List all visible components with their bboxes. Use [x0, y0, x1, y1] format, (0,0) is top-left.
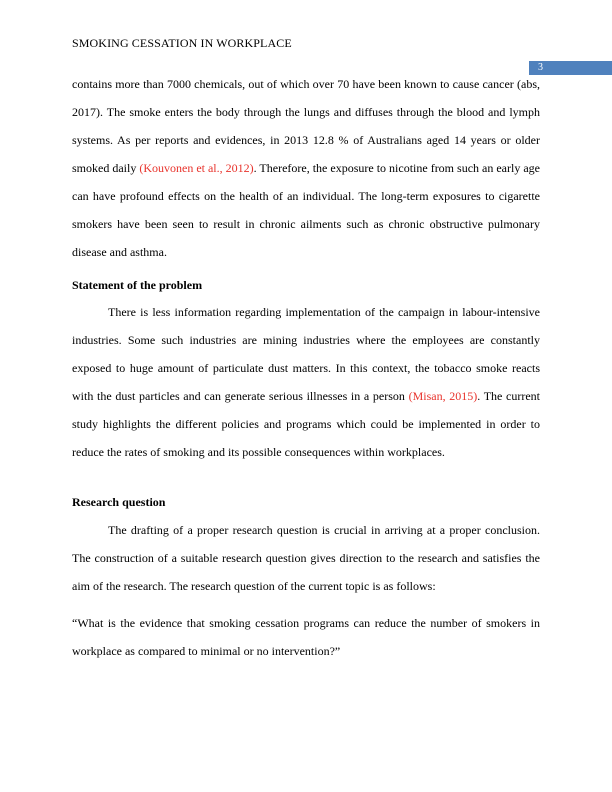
problem-text-1: There is less information regarding implementation of the campaign in labour-intensive industries. Some such industries are mining industries where the employees are constantly exposed to huge amount of particulate dust matters. In this context, the tobacco smoke reacts with the dust particles and can generate serious illnesses in a person	[72, 305, 540, 403]
intro-text-2: . Therefore, the exposure to nicotine from such an early age can have profound effects on the health of an individual. The long-term exposures to cigarette smokers have been seen to result in chronic ailments such as chronic obstructive pulmonary disease and asthma.	[72, 161, 540, 259]
problem-text-2: . The current study highlights the different policies and programs which could be implemented in order to reduce the rates of smoking and its possible consequences within workplaces.	[72, 389, 541, 459]
problem-paragraph	[72, 298, 540, 466]
intro-text-1: contains more than 7000 chemicals, out of which over 70 have been known to cause cancer (abs, 2017). The smoke enters the body through the lungs and diffuses through the blood and lymph systems. As per reports and evidences, in 2013 12.8 % of Australians aged 14 years or older smoked daily	[72, 77, 540, 175]
citation-kouvonen: (Kouvonen et al., 2012)	[139, 161, 254, 175]
problem-section	[72, 298, 540, 466]
problem-heading: Statement of the problem	[72, 278, 203, 292]
research-section	[72, 516, 540, 600]
intro-section	[72, 70, 540, 266]
research-question-block	[72, 609, 540, 665]
research-paragraph: The drafting of a proper research question is crucial in arriving at a proper conclusion. The construction of a suitable research question gives direction to the research and satisfies the aim of the research. The research question of the current topic is as follows:	[72, 523, 540, 593]
page-number-badge: 3	[529, 61, 612, 75]
running-header: SMOKING CESSATION IN WORKPLACE	[72, 36, 292, 50]
citation-misan: (Misan, 2015)	[408, 389, 478, 403]
research-heading: Research question	[72, 495, 166, 509]
intro-paragraph	[72, 70, 540, 266]
research-question: “What is the evidence that smoking cessation programs can reduce the number of smokers in workplace as compared to minimal or no intervention?”	[72, 616, 540, 658]
